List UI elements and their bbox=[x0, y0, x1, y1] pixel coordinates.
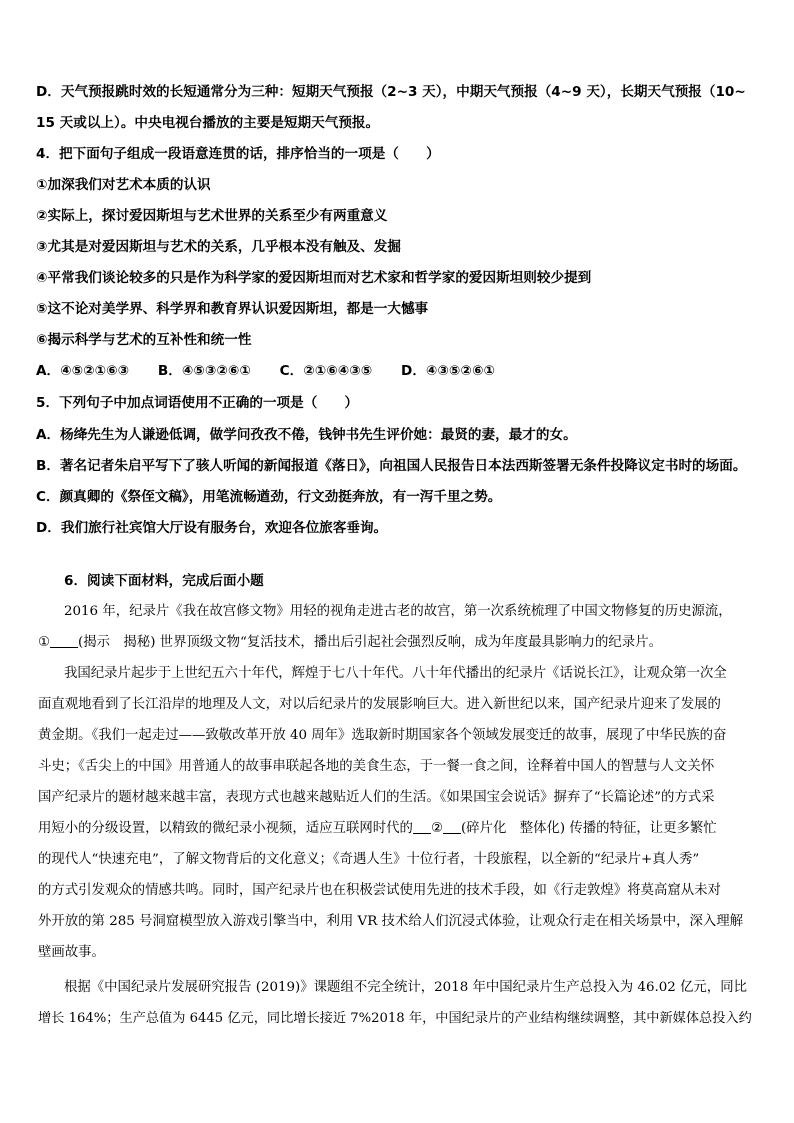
q5-option-a: A．杨绛先生为人谦逊低调，做学问孜孜不倦，钱钟书先生评价她：最贤的妻，最才的女。 bbox=[36, 427, 577, 443]
blank-2-line-right bbox=[443, 819, 461, 834]
q5-option-b: B．著名记者朱启平写下了骇人听闻的新闻报道《落日》，向祖国人民报告日本法西斯签署无条件投降议定书时的场面。 bbox=[36, 458, 747, 474]
q4-option-d: D．④③⑤②⑥① bbox=[401, 363, 495, 379]
q3-option-d-line2: 15 天或以上）。中央电视台播放的主要是短期天气预报。 bbox=[36, 115, 380, 131]
passage-p2-line10: 壁画故事。 bbox=[38, 945, 105, 960]
passage-p2-line2: 面直观地看到了长江沿岸的地理及人文，对以后纪录片的发展影响巨大。进入新世纪以来，国产纪录片迎来了发展的 bbox=[38, 697, 721, 712]
q4-option-a: A．④⑤②①⑥③ bbox=[36, 363, 130, 379]
q4-option-c: C．②①⑥④③⑤ bbox=[279, 363, 373, 379]
q5-option-d: D．我们旅行社宾馆大厅设有服务台，欢迎各位旅客垂询。 bbox=[36, 520, 388, 536]
q4-item-2: ②实际上，探讨爱因斯坦与艺术世界的关系至少有两重意义 bbox=[36, 208, 388, 224]
passage-p2-line9: 外开放的第 285 号洞窟模型放入游戏引擎当中，利用 VR 技术给人们沉浸式体验，让观众行走在相关场景中，深入理解 bbox=[38, 914, 744, 929]
passage-p2-line7: 的现代人“快速充电”，了解文物背后的文化意义；《奇遇人生》十位行者，十段旅程，以全新的“纪录片+真人秀” bbox=[38, 852, 700, 867]
passage-p2-line1: 我国纪录片起步于上世纪五六十年代，辉煌于七八十年代。八十年代播出的纪录片《话说长江》，让观众第一次全 bbox=[64, 666, 727, 681]
q4-item-4: ④平常我们谈论较多的只是作为科学家的爱因斯坦而对艺术家和哲学家的爱因斯坦则较少提到 bbox=[36, 270, 592, 286]
passage-p2-line4: 斗史；《舌尖上的中国》用普通人的故事串联起各地的美食生态，于一餐一食之间，诠释着中国人的智慧与人文关怀 bbox=[38, 759, 715, 774]
q4-options bbox=[36, 361, 758, 381]
q4-stem: 4．把下面句子组成一段语意连贯的话，排序恰当的一项是（ ） bbox=[36, 146, 440, 162]
q6-stem: 6．阅读下面材料，完成后面小题 bbox=[64, 573, 264, 589]
q4-item-5: ⑤这不论对美学界、科学界和教育界认识爱因斯坦，都是一大憾事 bbox=[36, 301, 429, 317]
q3-option-d-line1: D．天气预报跳时效的长短通常分为三种：短期天气预报（2~3 天），中期天气预报（4~9 天），长期天气预报（10~ bbox=[36, 84, 746, 100]
q4-item-1: ①加深我们对艺术本质的认识 bbox=[36, 177, 211, 193]
q4-option-b: B．④⑤③②⑥① bbox=[157, 363, 251, 379]
passage-p2-line6-a: 用短小的分级设置，以精致的微纪录小视频，适应互联网时代的 bbox=[38, 821, 413, 836]
passage-p2-line3: 黄金期。《我们一起走过——致敬改革开放 40 周年》选取新时期国家各个领域发展变迁的故事，展现了中华民族的奋 bbox=[38, 728, 727, 743]
passage-p2-line8: 的方式引发观众的情感共鸣。同时，国产纪录片也在积极尝试使用先进的技术手段，如《行走敦煌》将莫高窟从未对 bbox=[38, 883, 721, 898]
passage-p1-line2 bbox=[38, 633, 758, 653]
passage-p3-line1: 根据《中国纪录片发展研究报告 (2019)》课题组不完全统计，2018 年中国纪录片生产总投入为 46.02 亿元，同比 bbox=[64, 980, 747, 995]
passage-p1-line1: 2016 年，纪录片《我在故宫修文物》用轻的视角走进古老的故宫，第一次系统梳理了中国文物修复的历史源流， bbox=[64, 604, 732, 619]
blank-1-number: ① bbox=[38, 635, 51, 650]
passage-p2-line5: 国产纪录片的题材越来越丰富，表现方式也越来越贴近人们的生活。《如果国宝会说话》摒弃了“长篇论述”的方式采 bbox=[38, 790, 715, 805]
blank-2-number: ② bbox=[430, 821, 443, 836]
q5-stem: 5．下列句子中加点词语使用不正确的一项是（ ） bbox=[36, 395, 359, 411]
passage-p2-line6-b: (碎片化 整体化) 传播的特征，让更多繁忙 bbox=[460, 821, 717, 836]
q4-item-6: ⑥揭示科学与艺术的互补性和统一性 bbox=[36, 332, 252, 348]
blank-1-rest: (揭示 揭秘) 世界顶级文物“复活技术，播出后引起社会强烈反响，成为年度最具影响力的纪录片。 bbox=[78, 635, 662, 650]
blank-2-line-left bbox=[413, 819, 431, 834]
blank-1-line bbox=[50, 633, 78, 648]
passage-p3-line2: 增长 164%；生产总值为 6445 亿元，同比增长接近 7%2018 年，中国纪录片的产业结构继续调整，其中新媒体总投入约 bbox=[38, 1011, 752, 1026]
passage-p2-line6 bbox=[38, 819, 758, 839]
q5-option-c: C．颜真卿的《祭侄文稿》，用笔流畅遒劲，行文劲挺奔放，有一泻千里之势。 bbox=[36, 489, 502, 505]
q4-item-3: ③尤其是对爱因斯坦与艺术的关系，几乎根本没有触及、发掘 bbox=[36, 239, 401, 255]
